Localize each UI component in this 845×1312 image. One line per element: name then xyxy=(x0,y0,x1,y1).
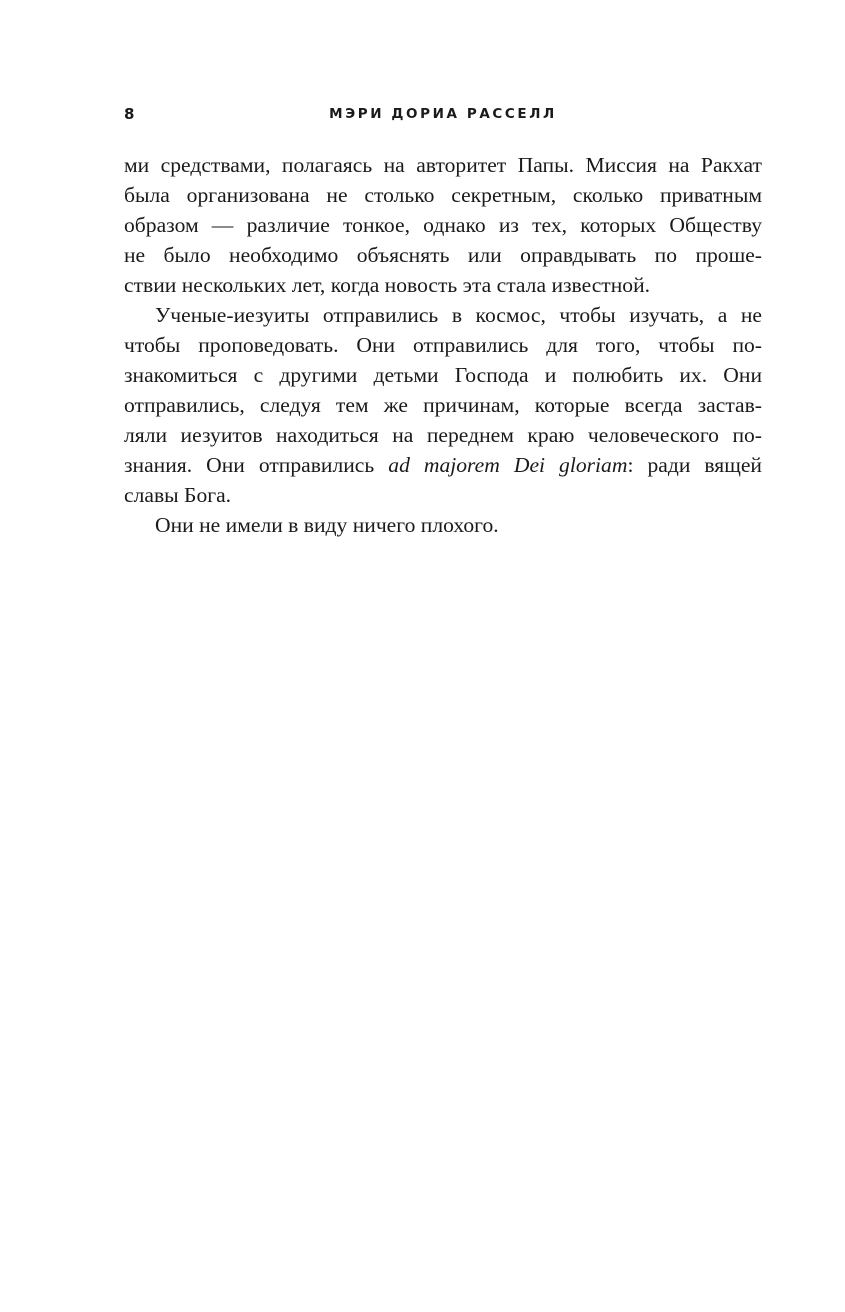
text-line-with-italic xyxy=(124,450,762,480)
text-line: была организована не столько секретным, сколько приватным xyxy=(124,183,762,207)
text-line: чтобы проповедовать. Они отправились для того, чтобы по- xyxy=(124,333,762,357)
text-line: Они не имели в виду ничего плохого. xyxy=(155,513,499,537)
page-number: 8 xyxy=(124,105,135,123)
text-line: славы Бога. xyxy=(124,483,232,507)
body-text xyxy=(124,150,762,540)
text-line: ми средствами, полагаясь на авторитет Папы. Миссия на Ракхат xyxy=(124,153,762,177)
paragraph-1 xyxy=(124,150,762,300)
running-head xyxy=(124,104,762,126)
text-line: ствии нескольких лет, когда новость эта стала известной. xyxy=(124,273,651,297)
text-line: ляли иезуитов находиться на переднем краю человеческого по- xyxy=(124,423,762,447)
paragraph-3 xyxy=(124,510,762,540)
latin-motto: ad majorem Dei gloriam xyxy=(388,453,628,477)
text-line: знакомиться с другими детьми Господа и полюбить их. Они xyxy=(124,363,762,387)
text-span: : ради вящей xyxy=(627,453,762,477)
text-line: отправились, следуя тем же причинам, которые всегда застав- xyxy=(124,393,762,417)
paragraph-2 xyxy=(124,300,762,510)
text-line: образом — различие тонкое, однако из тех, которых Обществу xyxy=(124,213,762,237)
running-head-author: МЭРИ ДОРИА РАССЕЛЛ xyxy=(329,106,557,122)
text-line: Ученые-иезуиты отправились в космос, чтобы изучать, а не xyxy=(155,303,762,327)
text-line: не было необходимо объяснять или оправдывать по проше- xyxy=(124,243,762,267)
text-span: знания. Они отправились xyxy=(124,453,375,477)
